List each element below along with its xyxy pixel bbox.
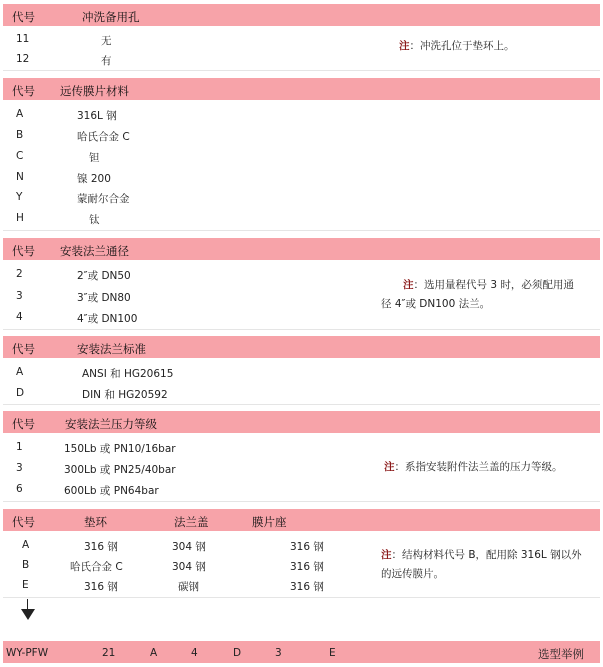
construction-seat: 316 钢 [290, 581, 324, 593]
separator [3, 230, 600, 231]
separator [3, 70, 600, 71]
down-arrow-head-icon [21, 609, 35, 620]
construction-seat: 316 钢 [290, 541, 324, 553]
code-column-header: 代号 [12, 515, 35, 529]
construction-header [3, 509, 600, 531]
material-value: 钛 [89, 214, 100, 226]
construction-seat: 316 钢 [290, 561, 324, 573]
flange-size-title: 安装法兰通径 [60, 244, 129, 258]
pressure-code: 6 [16, 483, 23, 495]
material-value: 镍 200 [77, 173, 111, 185]
flush-code-11: 11 [16, 33, 30, 45]
example-code: 21 [102, 647, 116, 659]
flange-size-value: 4″或 DN100 [77, 313, 138, 325]
pressure-value: 150Lb 或 PN10/16bar [64, 443, 176, 455]
flange-std-code: A [16, 366, 24, 378]
down-arrow-icon [27, 599, 28, 609]
construction-ring: 哈氏合金 C [70, 561, 123, 573]
note-label: 注 [384, 461, 395, 473]
material-title: 远传膜片材料 [60, 84, 129, 98]
example-code: D [233, 647, 242, 659]
flange-size-code: 2 [16, 268, 23, 280]
construction-cover: 碳钢 [178, 581, 199, 593]
material-value: 316L 钢 [77, 110, 117, 122]
construction-cover: 304 钢 [172, 541, 206, 553]
construction-note: 注：结构材料代号 B，配用除 316L 钢以外 的远传膜片。 [381, 549, 582, 580]
flange-size-value: 3″或 DN80 [77, 292, 131, 304]
pressure-header [3, 411, 600, 433]
material-header [3, 78, 600, 100]
construction-code: B [22, 559, 30, 571]
flange-std-code: D [16, 387, 25, 399]
flange-size-value: 2″或 DN50 [77, 270, 131, 282]
code-column-header: 代号 [12, 10, 35, 24]
flush-note: 注：冲洗孔位于垫环上。 [399, 40, 515, 52]
material-code: Y [16, 191, 23, 203]
example-label: 选型举例 [538, 647, 584, 661]
code-column-header: 代号 [12, 417, 35, 431]
construction-code: E [22, 579, 29, 591]
flange-std-title: 安装法兰标准 [77, 342, 146, 356]
separator [3, 501, 600, 502]
flush-value-12: 有 [101, 55, 112, 67]
material-value: 钽 [89, 152, 100, 164]
material-code: N [16, 171, 24, 183]
code-column-header: 代号 [12, 342, 35, 356]
example-code: E [329, 647, 336, 659]
construction-code: A [22, 539, 30, 551]
note-label: 注 [403, 279, 414, 291]
flush-title: 冲洗备用孔 [82, 10, 140, 24]
note-label: 注 [381, 549, 392, 561]
example-code: 3 [275, 647, 282, 659]
flange-std-value: DIN 和 HG20592 [82, 389, 168, 401]
pressure-note: 注：系指安装附件法兰盖的压力等级。 [384, 461, 563, 473]
pressure-code: 3 [16, 462, 23, 474]
flush-code-12: 12 [16, 53, 30, 65]
construction-ring: 316 钢 [84, 581, 118, 593]
material-code: C [16, 150, 24, 162]
flange-std-header [3, 336, 600, 358]
flange-size-note: 注：选用量程代号 3 时，必须配用通 径 4″或 DN100 法兰。 [381, 279, 574, 310]
cover-column-header: 法兰盖 [174, 515, 209, 529]
example-code: A [150, 647, 158, 659]
separator [3, 597, 600, 598]
pressure-title: 安装法兰压力等级 [65, 417, 157, 431]
material-value: 蒙耐尔合金 [77, 193, 130, 205]
code-column-header: 代号 [12, 244, 35, 258]
flush-header [3, 4, 600, 26]
note-label: 注 [399, 40, 410, 52]
pressure-value: 600Lb 或 PN64bar [64, 485, 159, 497]
flange-size-code: 4 [16, 311, 23, 323]
construction-cover: 304 钢 [172, 561, 206, 573]
construction-ring: 316 钢 [84, 541, 118, 553]
material-value: 哈氏合金 C [77, 131, 130, 143]
seat-column-header: 膜片座 [252, 515, 287, 529]
code-column-header: 代号 [12, 84, 35, 98]
model-example-bar [3, 641, 600, 663]
ring-column-header: 垫环 [84, 515, 107, 529]
flange-size-header [3, 238, 600, 260]
pressure-value: 300Lb 或 PN25/40bar [64, 464, 176, 476]
flange-size-code: 3 [16, 290, 23, 302]
flush-value-11: 无 [101, 35, 112, 47]
example-code: 4 [191, 647, 198, 659]
separator [3, 404, 600, 405]
separator [3, 329, 600, 330]
material-code: B [16, 129, 24, 141]
material-code: A [16, 108, 24, 120]
model-prefix: WY-PFW [6, 647, 49, 659]
material-code: H [16, 212, 24, 224]
pressure-code: 1 [16, 441, 23, 453]
flange-std-value: ANSI 和 HG20615 [82, 368, 174, 380]
